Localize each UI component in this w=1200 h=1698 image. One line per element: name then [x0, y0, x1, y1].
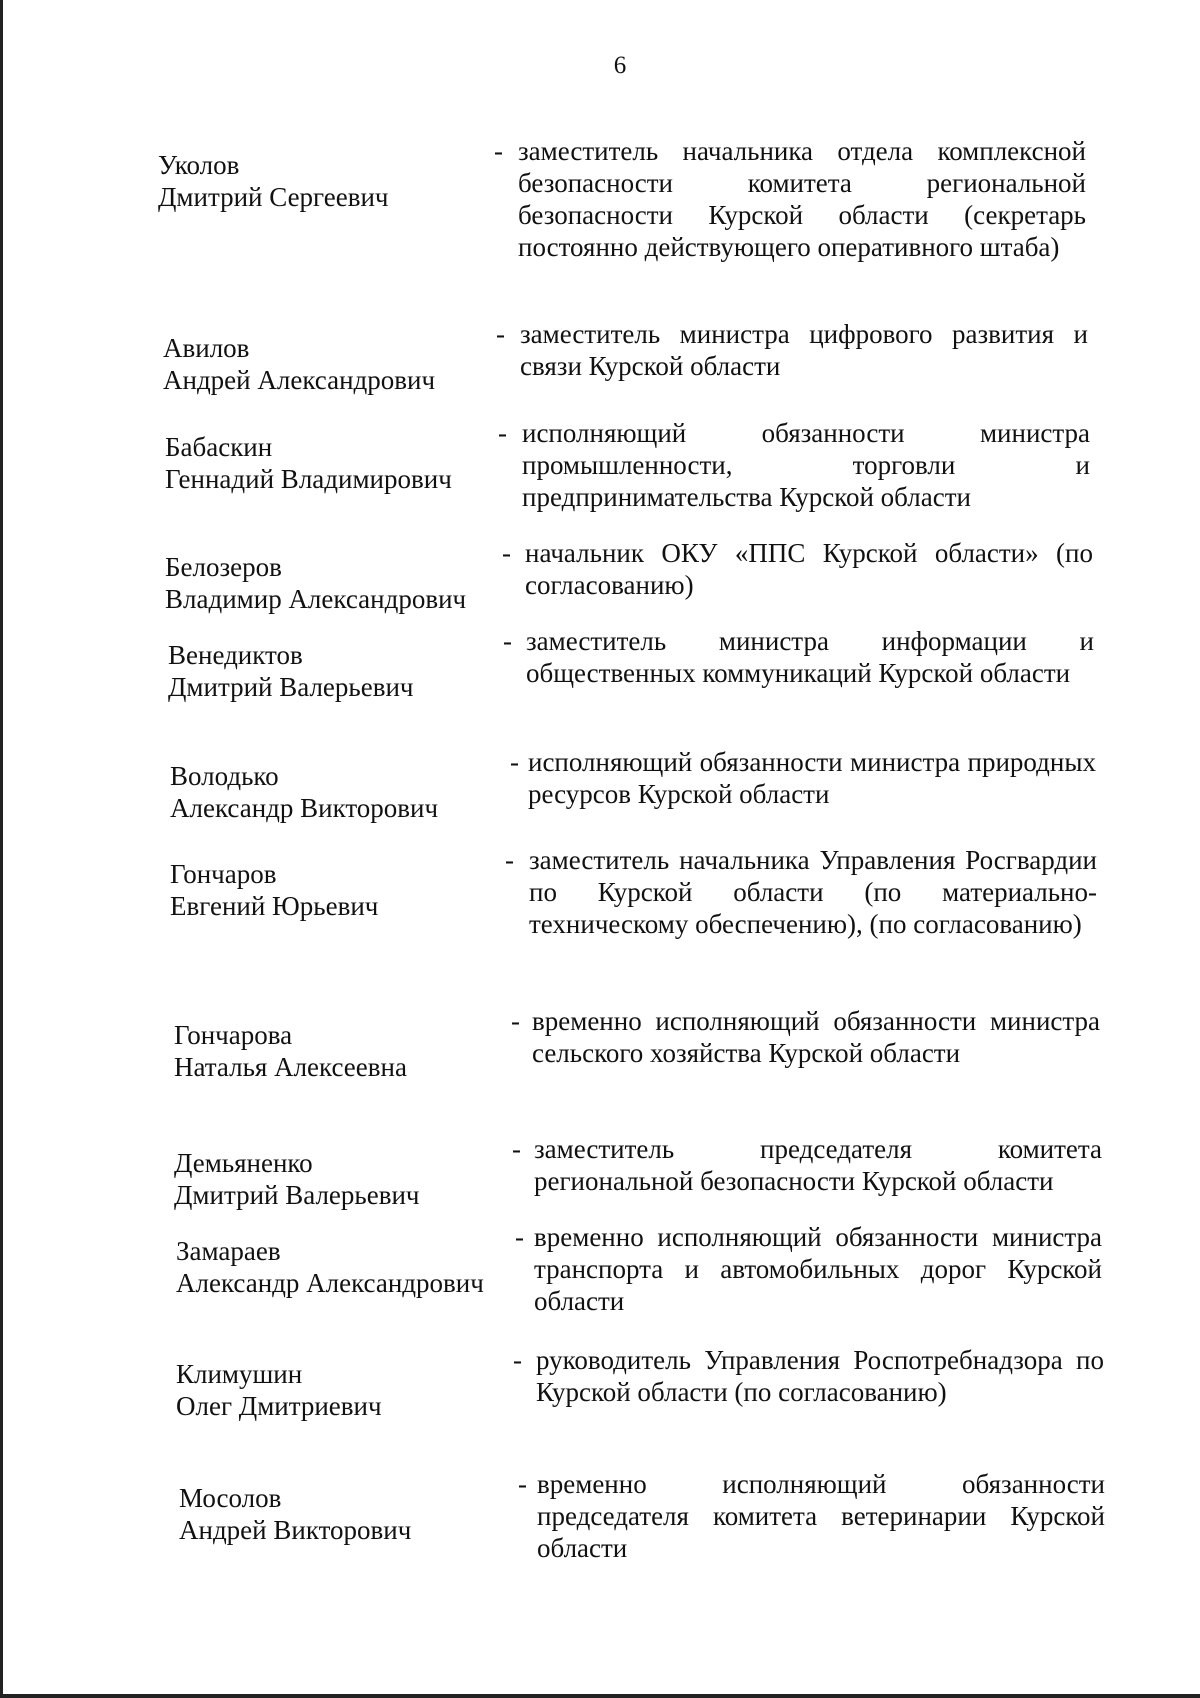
- member-first-names: Андрей Александрович: [163, 365, 436, 395]
- page-number: 6: [613, 52, 627, 79]
- dash-separator: -: [515, 1222, 524, 1252]
- member-first-names: Олег Дмитриевич: [176, 1391, 382, 1421]
- member-first-names: Дмитрий Валерьевич: [168, 672, 414, 702]
- member-first-names: Дмитрий Сергеевич: [158, 182, 389, 212]
- member-role: временно исполняющий обязанности министра транспорта и автомобильных дорог Курской области: [534, 1222, 1102, 1316]
- member-role: исполняющий обязанности министра природных ресурсов Курской области: [528, 747, 1096, 809]
- member-name: [168, 639, 508, 703]
- member-role: исполняющий обязанности министра промышленности, торговли и предпринимательства Курской области: [522, 418, 1090, 512]
- member-name: [174, 1147, 514, 1211]
- dash-separator: -: [518, 1469, 527, 1499]
- dash-separator: -: [513, 1345, 522, 1375]
- dash-separator: -: [503, 626, 512, 656]
- member-first-names: Андрей Викторович: [179, 1515, 412, 1545]
- member-role: заместитель министра цифрового развития и связи Курской области: [520, 319, 1088, 381]
- member-name: [165, 431, 505, 495]
- dash-separator: -: [511, 1006, 520, 1036]
- member-last-name: Мосолов: [179, 1483, 282, 1513]
- member-last-name: Уколов: [158, 150, 240, 180]
- member-last-name: Венедиктов: [168, 640, 303, 670]
- member-last-name: Климушин: [176, 1359, 303, 1389]
- scan-edge-bottom: [0, 1694, 1200, 1698]
- member-role: временно исполняющий обязанности министра сельского хозяйства Курской области: [532, 1006, 1100, 1068]
- member-first-names: Владимир Александрович: [165, 584, 467, 614]
- member-role: заместитель министра информации и общественных коммуникаций Курской области: [526, 626, 1094, 688]
- member-role: заместитель начальника отдела комплексной безопасности комитета региональной безопасности Курской области (секретарь постоянно действующего оперативного штаба): [518, 136, 1086, 262]
- dash-separator: -: [498, 418, 507, 448]
- scan-edge-left: [0, 0, 3, 1698]
- member-name: [174, 1019, 514, 1083]
- dash-separator: -: [496, 319, 505, 349]
- member-last-name: Демьяненко: [174, 1148, 313, 1178]
- member-last-name: Замараев: [176, 1236, 281, 1266]
- member-name: [170, 858, 510, 922]
- dash-separator: -: [512, 1134, 521, 1164]
- member-first-names: Евгений Юрьевич: [170, 891, 379, 921]
- member-first-names: Александр Александрович: [176, 1268, 484, 1298]
- member-role: временно исполняющий обязанности председателя комитета ветеринарии Курской области: [537, 1469, 1105, 1563]
- member-role: начальник ОКУ «ППС Курской области» (по согласованию): [525, 538, 1093, 600]
- member-name: [158, 149, 498, 213]
- member-last-name: Гончарова: [174, 1020, 293, 1050]
- member-name: [179, 1482, 519, 1546]
- member-last-name: Володько: [170, 761, 279, 791]
- member-role: руководитель Управления Роспотребнадзора по Курской области (по согласованию): [536, 1345, 1104, 1407]
- member-last-name: Авилов: [163, 333, 250, 363]
- member-first-names: Геннадий Владимирович: [165, 464, 452, 494]
- member-first-names: Наталья Алексеевна: [174, 1052, 407, 1082]
- member-name: [176, 1235, 516, 1299]
- member-first-names: Дмитрий Валерьевич: [174, 1180, 420, 1210]
- member-role: заместитель председателя комитета региональной безопасности Курской области: [534, 1134, 1102, 1196]
- dash-separator: -: [505, 845, 514, 875]
- member-role: заместитель начальника Управления Росгвардии по Курской области (по материально-техническому обеспечению), (по согласованию): [529, 845, 1097, 939]
- member-name: [165, 551, 505, 615]
- member-last-name: Бабаскин: [165, 432, 273, 462]
- dash-separator: -: [494, 136, 503, 166]
- member-name: [170, 760, 510, 824]
- member-last-name: Гончаров: [170, 859, 277, 889]
- member-name: [176, 1358, 516, 1422]
- member-last-name: Белозеров: [165, 552, 282, 582]
- member-name: [163, 332, 503, 396]
- dash-separator: -: [510, 747, 519, 777]
- dash-separator: -: [502, 538, 511, 568]
- member-first-names: Александр Викторович: [170, 793, 439, 823]
